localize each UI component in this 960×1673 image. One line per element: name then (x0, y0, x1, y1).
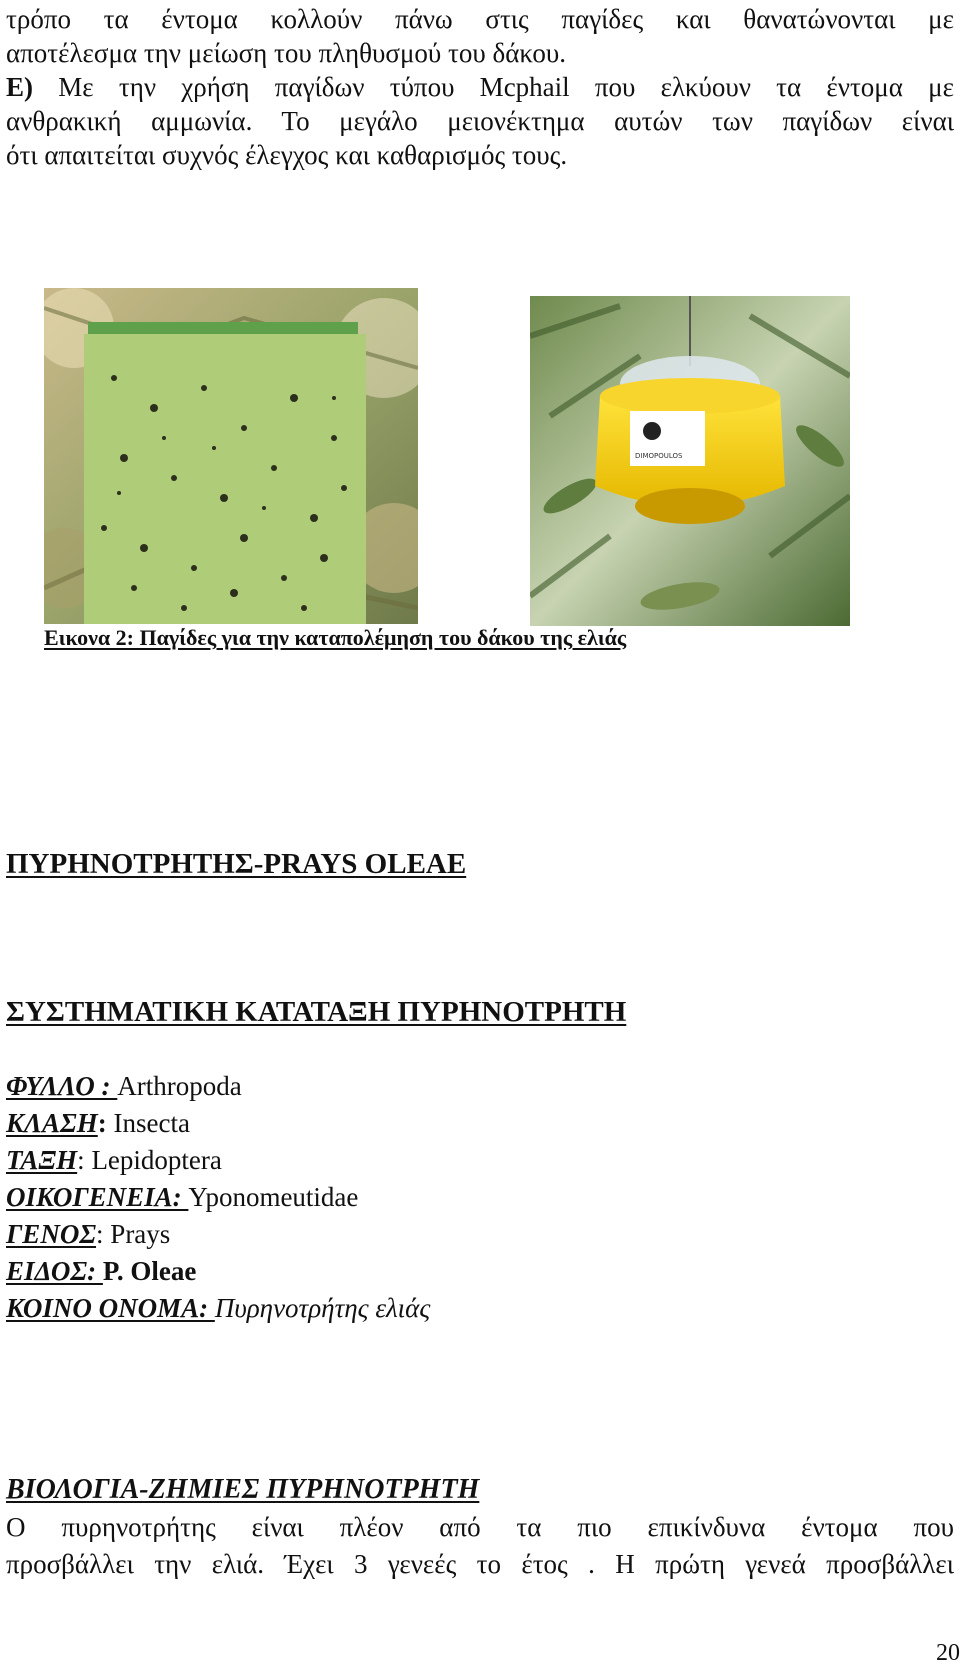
biology-line-1: Ο πυρηνοτρήτης είναι πλέον από τα πιο επικίνδυνα έντομα που (6, 1512, 954, 1542)
taxonomy-row-genus (6, 1217, 954, 1251)
biology-heading: ΒΙΟΛΟΓΙΑ-ΖΗΜΙΕΣ ΠΥΡΗΝΟΤΡΗΤΗ (6, 1474, 480, 1505)
yellow-mcphail-trap-photo (530, 296, 850, 626)
taxonomy-label: ΚΛΑΣΗ (6, 1108, 98, 1138)
taxonomy-row-class (6, 1106, 954, 1140)
intro-line-3 (6, 70, 954, 104)
intro-line-4: ανθρακική αμμωνία. Το μεγάλο μειονέκτημα αυτών των παγίδων είναι (6, 106, 954, 136)
trap-brand-label: DIMOPOULOS (635, 452, 683, 460)
taxonomy-row-order (6, 1143, 954, 1177)
taxonomy-label: ΟΙΚΟΓΕΝΕΙΑ: (6, 1182, 189, 1212)
section-title: ΠΥΡΗΝΟΤΡΗΤΗΣ-PRAYS OLEAE (6, 848, 467, 880)
taxonomy-sep: : (96, 1219, 111, 1249)
taxonomy-value: P. Oleae (102, 1256, 197, 1286)
taxonomy-label: ΦΥΛΛΟ : (6, 1071, 118, 1101)
taxonomy-value: Prays (110, 1219, 171, 1249)
taxonomy-row-common-name (6, 1291, 954, 1325)
taxonomy-label: ΓΕΝΟΣ (6, 1219, 97, 1249)
taxonomy-label: ΕΙΔΟΣ: (6, 1256, 103, 1286)
taxonomy-row-family (6, 1180, 954, 1214)
taxonomy-sep: : (77, 1145, 92, 1175)
biology-line-2: προσβάλλει την ελιά. Έχει 3 γενεές το έτος . Η πρώτη γενεά προσβάλλει (6, 1549, 954, 1579)
intro-line-5: ότι απαιτείται συχνός έλεγχος και καθαρισμός τους. (6, 140, 568, 170)
green-sticky-trap-photo (44, 288, 418, 624)
list-label-e: Ε) (6, 72, 33, 102)
intro-line-2: αποτέλεσμα την μείωση του πληθυσμού του δάκου. (6, 38, 567, 68)
page-number: 20 (936, 1640, 960, 1666)
taxonomy-row-species (6, 1254, 954, 1288)
taxonomy-value: Yponomeutidae (188, 1182, 359, 1212)
taxonomy-value: Insecta (113, 1108, 190, 1138)
taxonomy-row-phylum (6, 1069, 954, 1103)
taxonomy-heading: ΣΥΣΤΗΜΑΤΙΚΗ ΚΑΤΑΤΑΞΗ ΠΥΡΗΝΟΤΡΗΤΗ (6, 996, 627, 1028)
taxonomy-label: ΚΟΙΝΟ ΟΝΟΜΑ: (6, 1293, 215, 1323)
intro-line-3-text: Με την χρήση παγίδων τύπου Mcphail που ελκύουν τα έντομα με (33, 72, 954, 102)
taxonomy-value: Πυρηνοτρήτης ελιάς (214, 1293, 431, 1323)
intro-line-1: τρόπο τα έντομα κολλούν πάνω στις παγίδες και θανατώνονται με (6, 4, 954, 34)
figure-caption: Εικονα 2: Παγίδες για την καταπολέμηση του δάκου της ελιάς (44, 625, 627, 650)
taxonomy-sep: : (97, 1108, 114, 1138)
taxonomy-label: ΤΑΞΗ (6, 1145, 78, 1175)
taxonomy-value: Lepidoptera (91, 1145, 222, 1175)
taxonomy-value: Arthropoda (117, 1071, 242, 1101)
